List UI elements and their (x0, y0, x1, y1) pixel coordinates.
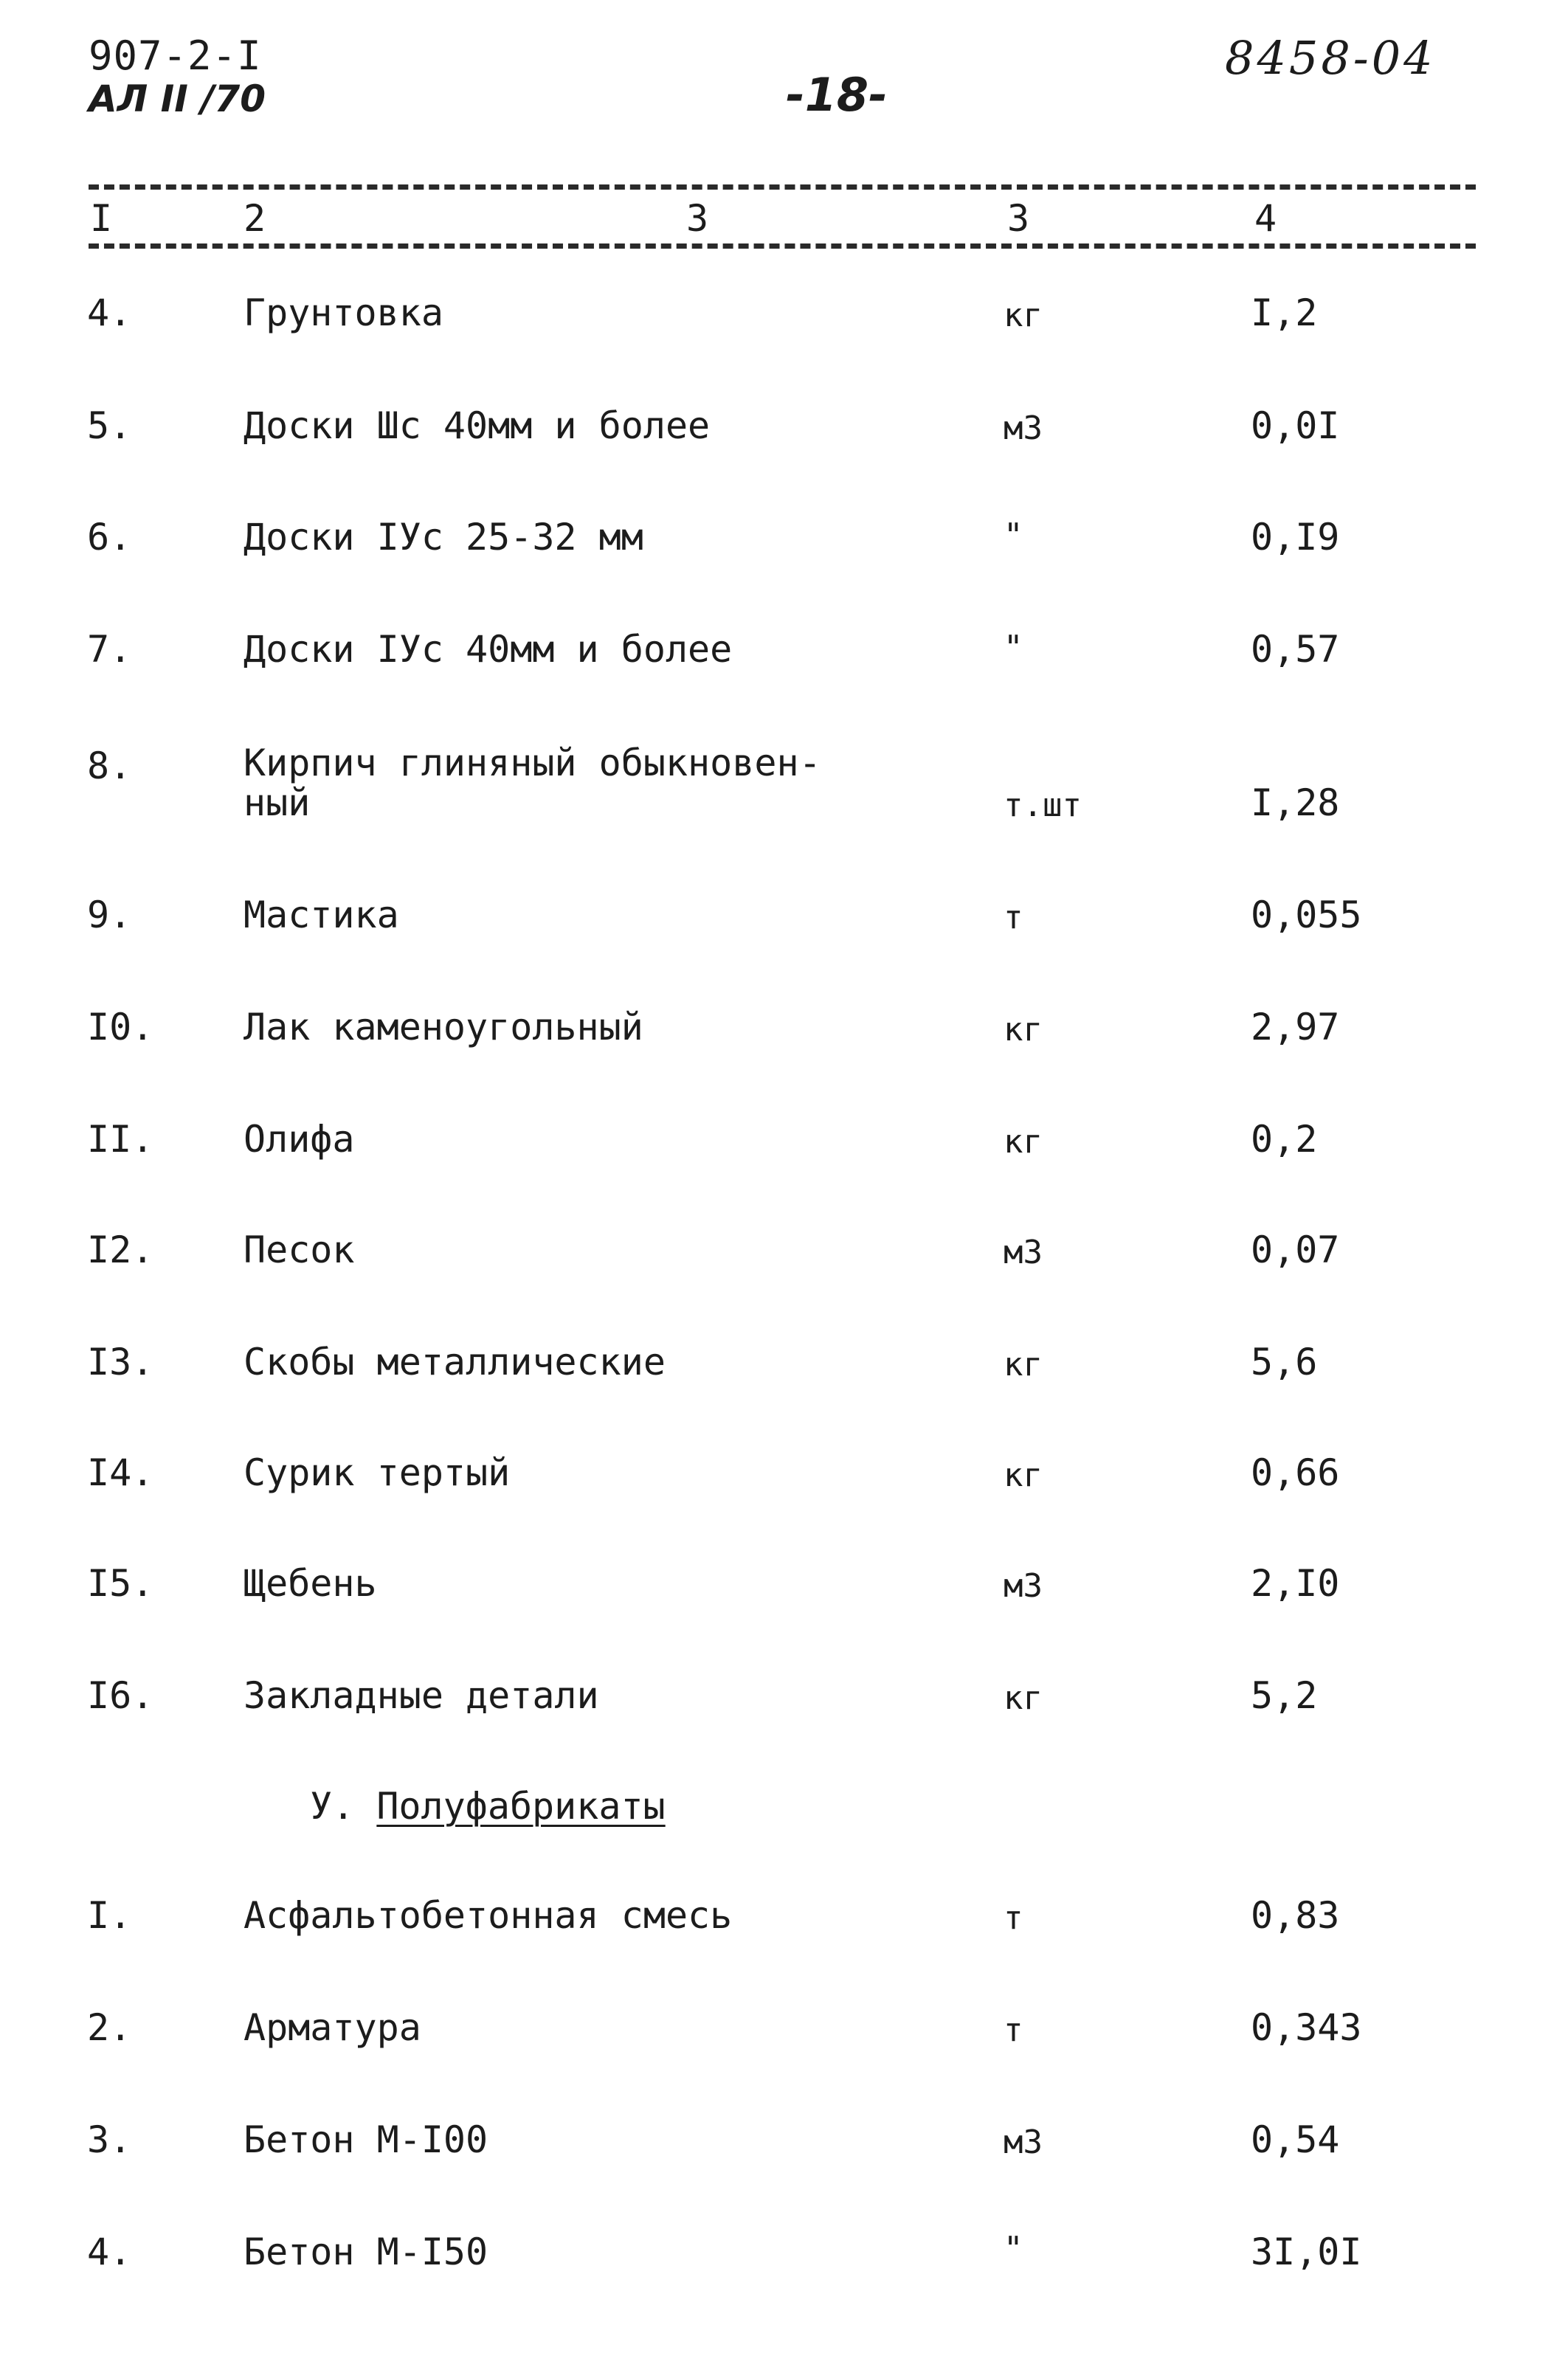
row-name: Олифа (244, 1118, 355, 1161)
row-number: 8. (87, 744, 132, 787)
row-quantity: 0,343 (1251, 2006, 1362, 2049)
row-unit: " (1004, 516, 1023, 554)
row-unit: " (1004, 629, 1023, 666)
row-quantity: 0,0I (1251, 404, 1340, 447)
row-quantity: 0,66 (1251, 1451, 1340, 1494)
row-quantity: 0,I9 (1251, 516, 1340, 559)
row-name-line2: ный (244, 781, 311, 824)
row-unit: т (1004, 1899, 1023, 1937)
row-name: Доски IУс 40мм и более (244, 628, 733, 671)
row-number: I6. (87, 1674, 154, 1717)
section-heading (310, 1786, 666, 1827)
column-index-1: I (90, 197, 113, 240)
row-quantity: I,28 (1251, 781, 1340, 824)
column-index-3b: 3 (1007, 197, 1030, 240)
row-number: 4. (87, 2231, 132, 2273)
row-unit: кг (1004, 297, 1043, 334)
row-quantity: 5,6 (1251, 1341, 1318, 1383)
row-name: Скобы металлические (244, 1341, 666, 1383)
column-index-2: 2 (244, 197, 266, 240)
row-number: 9. (87, 894, 132, 936)
row-unit: кг (1004, 1123, 1043, 1161)
row-quantity: I,2 (1251, 291, 1318, 334)
row-number: I3. (87, 1341, 154, 1383)
row-unit: м3 (1004, 1234, 1043, 1271)
row-number: I2. (87, 1229, 154, 1271)
row-number: 3. (87, 2118, 132, 2161)
row-number: I. (87, 1894, 132, 1937)
row-name: Доски Шс 40мм и более (244, 404, 711, 447)
row-unit: м3 (1004, 410, 1043, 447)
row-quantity: 0,055 (1251, 894, 1362, 936)
row-number: 6. (87, 516, 132, 559)
row-unit: кг (1004, 1011, 1043, 1048)
row-name: Мастика (244, 894, 399, 936)
row-quantity: 2,97 (1251, 1006, 1340, 1048)
row-quantity: 0,2 (1251, 1118, 1318, 1161)
row-number: 7. (87, 628, 132, 671)
row-unit: кг (1004, 1457, 1043, 1494)
row-quantity: 5,2 (1251, 1674, 1318, 1717)
row-unit: т (1004, 2011, 1023, 2049)
row-quantity: 0,57 (1251, 628, 1340, 671)
row-name: Бетон М-I50 (244, 2231, 488, 2273)
section-title: Полуфабрикаты (376, 1785, 666, 1828)
column-index-3a: 3 (686, 197, 709, 240)
row-name: Сурик тертый (244, 1451, 511, 1494)
table-header-rule (89, 243, 1476, 249)
row-number: II. (87, 1118, 154, 1161)
row-name: Щебень (244, 1562, 377, 1605)
row-name: Лак каменоугольный (244, 1006, 643, 1048)
row-number: 4. (87, 291, 132, 334)
album-mark: АЛ II /70 (89, 77, 266, 120)
table-top-rule (89, 184, 1476, 190)
row-unit: м3 (1004, 2124, 1043, 2161)
row-number: I5. (87, 1562, 154, 1605)
row-unit: т.шт (1004, 787, 1082, 824)
row-number: I4. (87, 1451, 154, 1494)
row-quantity: 0,07 (1251, 1229, 1340, 1271)
row-name: Бетон М-I00 (244, 2118, 488, 2161)
section-number: У. (310, 1785, 355, 1828)
row-name: Доски IУс 25-32 мм (244, 516, 643, 559)
row-quantity: 0,54 (1251, 2118, 1340, 2161)
row-quantity: 3I,0I (1251, 2231, 1362, 2273)
row-number: 2. (87, 2006, 132, 2049)
row-name: Закладные детали (244, 1674, 599, 1717)
row-name: Арматура (244, 2006, 421, 2049)
row-unit: кг (1004, 1346, 1043, 1383)
series-code: 907-2-I (89, 32, 262, 79)
handwritten-doc-number: 8458-04 (1225, 31, 1436, 85)
row-name-line1: Кирпич глиняный обыкновен- (244, 742, 821, 784)
row-name: Асфальтобетонная смесь (244, 1894, 733, 1937)
row-unit: м3 (1004, 1567, 1043, 1605)
row-quantity: 2,I0 (1251, 1562, 1340, 1605)
row-name: Песок (244, 1229, 355, 1271)
row-quantity: 0,83 (1251, 1894, 1340, 1937)
row-number: 5. (87, 404, 132, 447)
page-number: -18- (786, 68, 888, 122)
column-index-4: 4 (1254, 197, 1277, 240)
row-unit: кг (1004, 1679, 1043, 1717)
row-name: Грунтовка (244, 291, 443, 334)
row-number: I0. (87, 1006, 154, 1048)
row-unit: " (1004, 2230, 1023, 2267)
row-unit: т (1004, 899, 1023, 936)
